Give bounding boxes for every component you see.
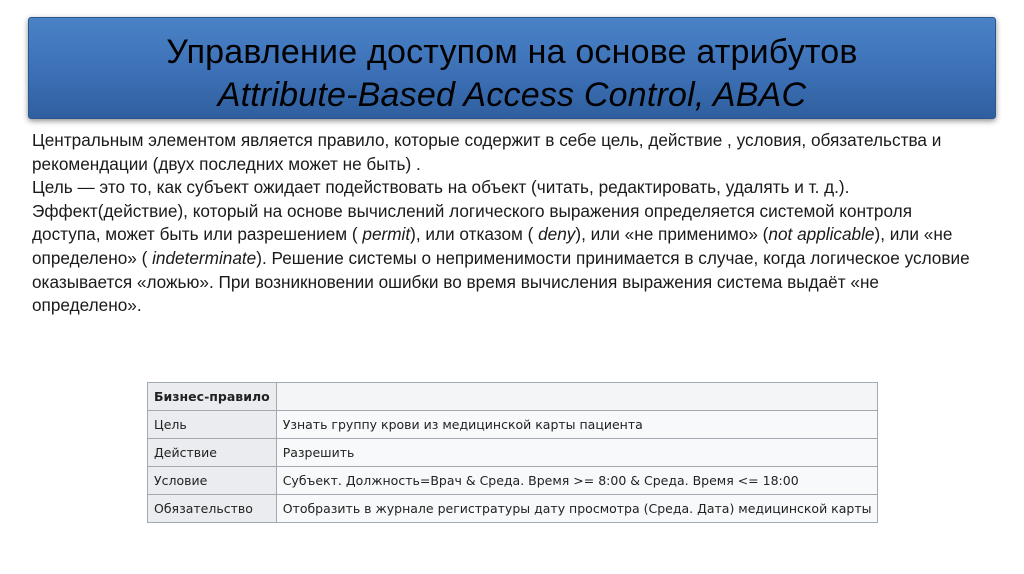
effect-text-3: ), или «не применимо» ( bbox=[575, 224, 769, 245]
effect-text-5: ). Решение системы о неприменимости принимается в случае, когда логическое условие оказывается «ложью». При возникновении ошибки во время вычисления выражения система выдаёт «не определено». bbox=[32, 247, 970, 316]
title-russian: Управление доступом на основе атрибутов bbox=[166, 33, 858, 71]
row-key-action: Действие bbox=[148, 439, 277, 467]
term-not-applicable: not applicable bbox=[768, 224, 875, 245]
table-header-empty-cell bbox=[276, 383, 878, 411]
table-row bbox=[148, 467, 878, 495]
business-rule-table bbox=[147, 382, 878, 523]
row-value-goal: Узнать группу крови из медицинской карты пациента bbox=[276, 411, 878, 439]
table-header-cell: Бизнес-правило bbox=[148, 383, 277, 411]
effect-text-4: ), или «не определено» ( bbox=[32, 224, 953, 268]
term-deny: deny bbox=[538, 224, 576, 245]
title-banner bbox=[28, 17, 996, 119]
term-permit: permit bbox=[362, 224, 411, 245]
paragraph-goal: Цель — это то, как субъект ожидает подействовать на объект (читать, редактировать, удалять и т. д.). bbox=[32, 177, 850, 198]
term-indeterminate: indeterminate bbox=[152, 247, 257, 268]
row-key-obligation: Обязательство bbox=[148, 495, 277, 523]
row-value-condition: Субъект. Должность=Врач & Среда. Время >= 8:00 & Среда. Время <= 18:00 bbox=[276, 467, 878, 495]
row-key-goal: Цель bbox=[148, 411, 277, 439]
title-english: Attribute-Based Access Control, ABAC bbox=[217, 76, 807, 114]
table-row bbox=[148, 411, 878, 439]
row-value-obligation: Отобразить в журнале регистратуры дату просмотра (Среда. Дата) медицинской карты bbox=[276, 495, 878, 523]
paragraph-effect bbox=[32, 200, 982, 318]
body-text bbox=[32, 129, 982, 318]
table-row bbox=[148, 495, 878, 523]
row-value-action: Разрешить bbox=[276, 439, 878, 467]
row-key-condition: Условие bbox=[148, 467, 277, 495]
effect-text-1: Эффект(действие), который на основе вычислений логического выражения определяется системой контроля доступа, может быть или разрешением ( bbox=[32, 200, 913, 245]
effect-text-2: ), или отказом ( bbox=[410, 224, 539, 245]
table-row bbox=[148, 439, 878, 467]
table-header-row bbox=[148, 383, 878, 411]
paragraph-rule: Центральным элементом является правило, которые содержит в себе цель, действие , условия, обязательства и рекомендации (двух последних может не быть) . bbox=[32, 130, 942, 174]
